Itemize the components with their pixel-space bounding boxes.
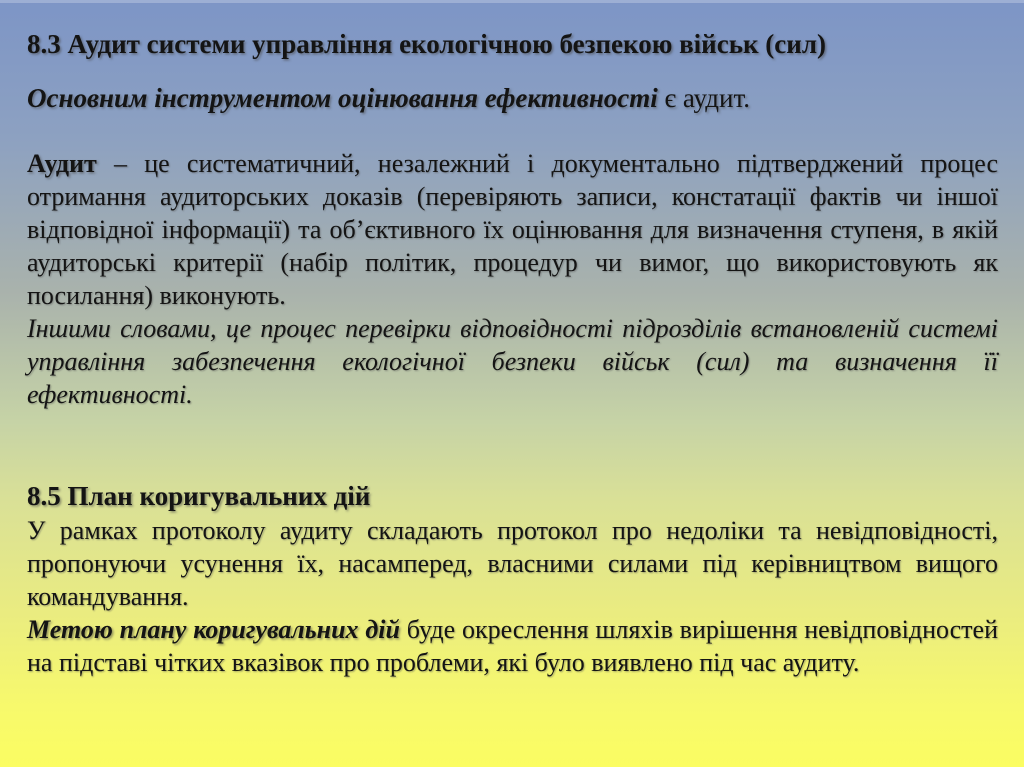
subtitle-line (27, 82, 998, 114)
protocol-paragraph: У рамках протоколу аудиту складають протокол про недоліки та невідповідності, пропонуючи усунення їх, насамперед, власними силами під керівництвом вищого командування. (27, 515, 998, 611)
slide-content (27, 28, 998, 679)
goal-text: буде окреслення шляхів вирішення невідповідностей на підставі чітких вказівок про проблеми, які було виявлено під час аудиту. (27, 614, 998, 677)
subtitle-emphasis: Основним інструментом оцінювання ефективності (27, 83, 658, 114)
section-heading-8-5: 8.5 План коригувальних дій (27, 480, 371, 511)
other-words-paragraph: Іншими словами, це процес перевірки відповідності підрозділів встановленій системі управління забезпечення екологічної безпеки військ (сил) та визначення її ефективності. (27, 313, 998, 409)
goal-paragraph (27, 613, 998, 679)
audit-definition-paragraph (27, 147, 998, 312)
slide-title: 8.3 Аудит системи управління екологічною безпекою військ (сил) (27, 29, 826, 59)
audit-definition-text: – це систематичний, незалежний і документально підтверджений процес отримання аудиторських доказів (перевіряють записи, констатації фактів чи іншої відповідної інформації) та об’єктивного їх оцінювання для визначення ступеня, в якій аудиторські критерії (набір політик, процедур чи вимог, що використовують як посилання) виконують. (27, 148, 998, 310)
goal-term: Метою плану коригувальних дій (27, 614, 400, 644)
subtitle-rest: є аудит. (657, 83, 751, 114)
audit-term: Аудит (27, 148, 97, 178)
